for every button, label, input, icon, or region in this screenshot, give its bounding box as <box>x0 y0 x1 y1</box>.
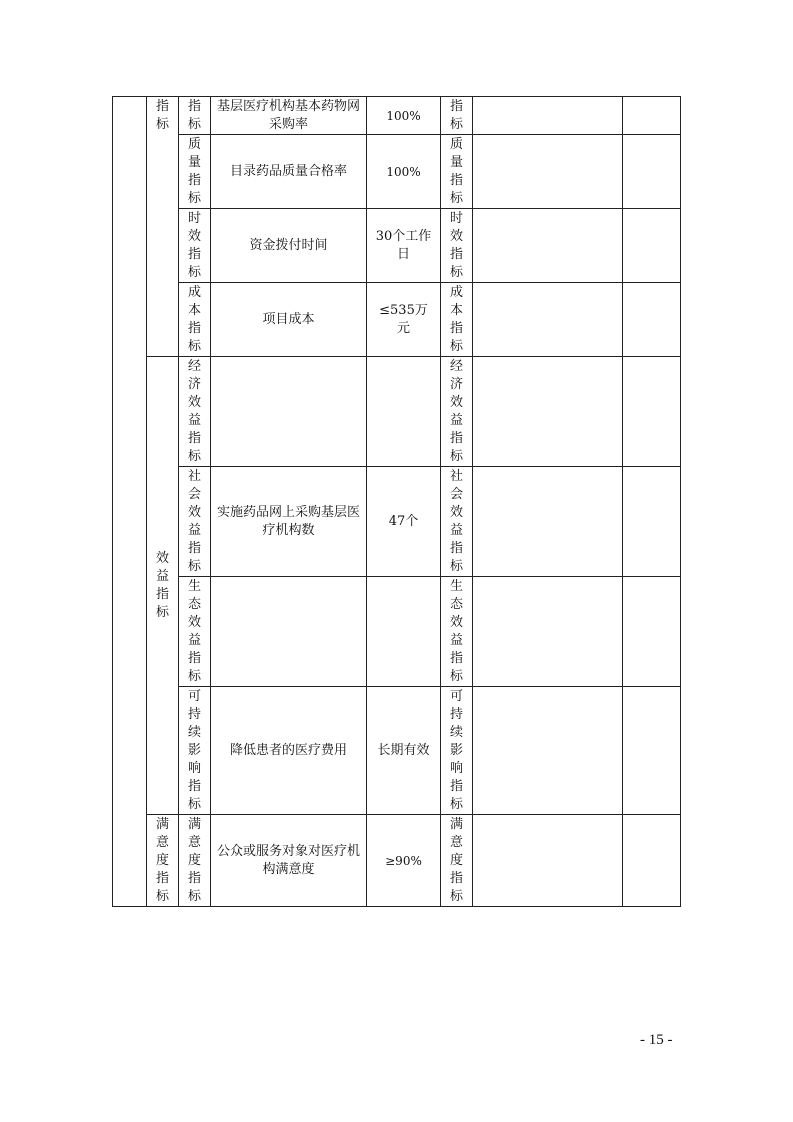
secondary-indicator-label: 时效指标 <box>449 211 463 280</box>
secondary-indicator-label: 经济效益指标 <box>449 359 463 464</box>
empty-cell <box>473 135 623 209</box>
indicator-value: ≥90% <box>385 853 422 868</box>
indicator-value: 100% <box>386 108 421 123</box>
table-row <box>113 97 681 135</box>
empty-cell <box>473 283 623 357</box>
indicator-name: 资金拨付时间 <box>249 237 328 253</box>
indicator-name: 实施药品网上采购基层医疗机构数 <box>217 504 361 538</box>
empty-cell <box>623 467 681 577</box>
performance-indicator-table <box>112 96 681 907</box>
benefit-indicator-cell <box>147 357 179 815</box>
empty-cell <box>473 687 623 815</box>
secondary-indicator-label: 社会效益指标 <box>449 469 463 574</box>
page-number: - 15 - <box>640 1032 673 1048</box>
secondary-indicator-label: 可持续影响指标 <box>449 689 463 812</box>
empty-cell <box>473 815 623 907</box>
secondary-indicator-label: 时效指标 <box>187 211 201 280</box>
blank-category-cell <box>113 97 147 907</box>
indicator-name: 项目成本 <box>262 311 315 327</box>
empty-cell <box>473 357 623 467</box>
secondary-indicator-label: 指标 <box>449 99 463 132</box>
secondary-indicator-label: 经济效益指标 <box>187 359 201 464</box>
benefit-indicator-label: 效益指标 <box>155 551 169 620</box>
empty-cell <box>623 283 681 357</box>
table-row <box>113 467 681 577</box>
empty-cell <box>473 577 623 687</box>
table-row <box>113 209 681 283</box>
secondary-indicator-label: 可持续影响指标 <box>187 689 201 812</box>
indicator-value: ≤535万元 <box>379 302 428 336</box>
indicator-value: 47个 <box>388 513 419 529</box>
indicator-name: 公众或服务对象对医疗机构满意度 <box>217 843 361 877</box>
secondary-indicator-label: 质量指标 <box>187 137 201 206</box>
output-indicator-label: 指标 <box>155 99 169 132</box>
indicator-name: 降低患者的医疗费用 <box>229 742 347 758</box>
table-row <box>113 577 681 687</box>
indicator-name: 基层医疗机构基本药物网采购率 <box>217 98 361 132</box>
empty-cell <box>623 577 681 687</box>
table-row <box>113 687 681 815</box>
secondary-indicator-label: 满意度指标 <box>449 817 463 904</box>
empty-cell <box>473 209 623 283</box>
satisfaction-indicator-cell <box>147 815 179 907</box>
secondary-indicator-label: 成本指标 <box>187 285 201 354</box>
empty-cell <box>623 135 681 209</box>
secondary-indicator-label: 质量指标 <box>449 137 463 206</box>
output-indicator-cell <box>147 97 179 357</box>
indicator-name: 目录药品质量合格率 <box>229 163 347 179</box>
secondary-indicator-label: 指标 <box>187 99 201 132</box>
empty-cell <box>623 687 681 815</box>
table-row <box>113 135 681 209</box>
empty-cell <box>623 97 681 135</box>
empty-cell <box>473 97 623 135</box>
empty-cell <box>623 815 681 907</box>
secondary-indicator-label: 生态效益指标 <box>449 579 463 684</box>
table-row <box>113 815 681 907</box>
empty-cell <box>623 209 681 283</box>
empty-cell <box>623 357 681 467</box>
table-row <box>113 357 681 467</box>
table-row <box>113 283 681 357</box>
indicator-value: 长期有效 <box>377 742 430 758</box>
indicator-value: 30个工作日 <box>375 228 432 262</box>
secondary-indicator-label: 成本指标 <box>449 285 463 354</box>
indicator-value: 100% <box>386 164 421 179</box>
satisfaction-indicator-label: 满意度指标 <box>155 817 169 904</box>
empty-cell <box>473 467 623 577</box>
secondary-indicator-label: 生态效益指标 <box>187 579 201 684</box>
secondary-indicator-label: 社会效益指标 <box>187 469 201 574</box>
secondary-indicator-label: 满意度指标 <box>187 817 201 904</box>
